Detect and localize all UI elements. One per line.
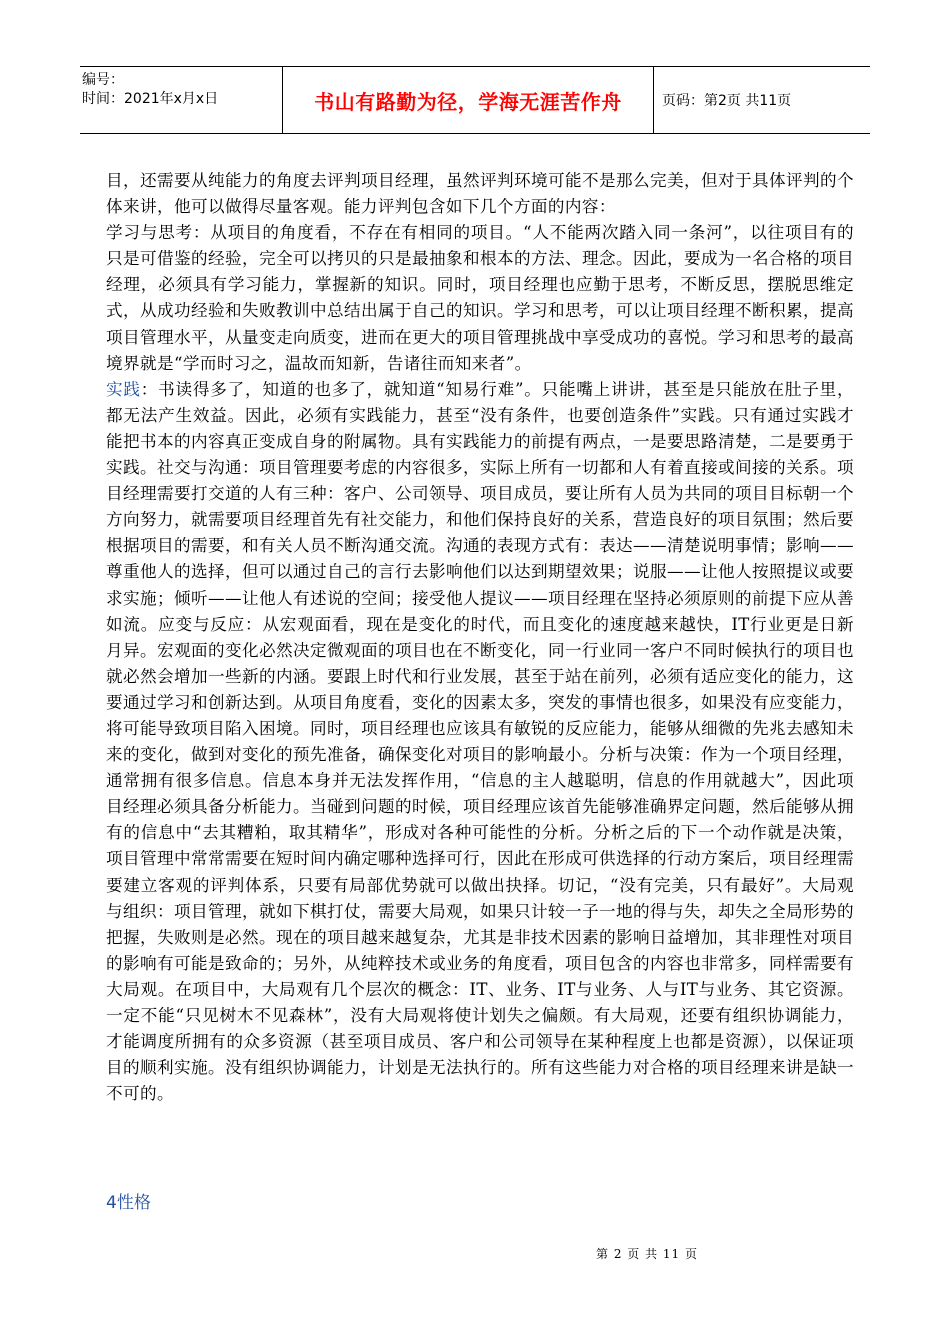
header-meta [80, 67, 283, 133]
header-motto: 书山有路勤为径，学海无涯苦作舟 [314, 89, 622, 114]
practice-label: 实践 [106, 379, 141, 399]
page-footer: 第 2 页 共 11 页 [596, 1247, 698, 1261]
page-header [80, 66, 870, 134]
paragraph-learning: 学习与思考：从项目的角度看，不存在有相同的项目。“人不能两次踏入同一条河”，以往项目有的只是可借鉴的经验，完全可以拷贝的只是最抽象和根本的方法、理念。因此，要成为一名合格的项目经理，必须具有学习能力，掌握新的知识。同时，项目经理也应勤于思考，不断反思，摆脱思维定式，从成功经验和失败教训中总结出属于自己的知识。学习和思考，可以让项目经理不断积累，提高项目管理水平，从量变走向质变，进而在更大的项目管理挑战中享受成功的喜悦。学习和思考的最高境界就是“学而时习之，温故而知新，告诸往而知来者”。 [106, 223, 854, 373]
practice-text: ：书读得多了，知道的也多了，就知道“知易行难”。只能嘴上讲讲，甚至是只能放在肚子里，都无法产生效益。因此，必须有实践能力，甚至“没有条件，也要创造条件”实践。只有通过实践才能把书本的内容真正变成自身的附属物。具有实践能力的前提有两点，一是要思路清楚，二是要勇于实践。社交与沟通：项目管理要考虑的内容很多，实际上所有一切都和人有着直接或间接的关系。项目经理需要打交道的人有三种：客户、公司领导、项目成员，要让所有人员为共同的项目目标朝一个方向努力，就需要项目经理首先有社交能力，和他们保持良好的关系，营造良好的项目氛围；然后要根据项目的需要，和有关人员不断沟通交流。沟通的表现方式有：表达——清楚说明事情；影响——尊重他人的选择，但可以通过自己的言行去影响他们以达到期望效果；说服——让他人按照提议或要求实施；倾听——让他人有述说的空间；接受他人提议——项目经理在坚持必须原则的前提下应从善如流。应变与反应：从宏观面看，现在是变化的时代，而且变化的速度越来越快，IT行业更是日新月异。宏观面的变化必然决定微观面的项目也在不断变化，同一行业同一客户不同时候执行的项目也就必然会增加一些新的内涵。要跟上时代和行业发展，甚至于站在前列，必须有适应变化的能力，这要通过学习和创新达到。从项目角度看，变化的因素太多，突发的事情也很多，如果没有应变能力，将可能导致项目陷入困境。同时，项目经理也应该具有敏锐的反应能力，能够从细微的先兆去感知未来的变化，做到对变化的预先准备，确保变化对项目的影响最小。分析与决策：作为一个项目经理，通常拥有很多信息。信息本身并无法发挥作用，“信息的主人越聪明，信息的作用就越大”，因此项目经理必须具备分析能力。当碰到问题的时候，项目经理应该首先能够准确界定问题，然后能够从拥有的信息中“去其糟粕，取其精华”，形成对各种可能性的分析。分析之后的下一个动作就是决策，项目管理中常常需要在短时间内确定哪种选择可行，因此在形成可供选择的行动方案后，项目经理需要建立客观的评判体系，只要有局部优势就可以做出抉择。切记，“没有完美，只有最好”。大局观与组织：项目管理，就如下棋打仗，需要大局观，如果只计较一子一地的得与失，却失之全局形势的把握，失败则是必然。现在的项目越来越复杂，尤其是非技术因素的影响日益增加，其非理性对项目的影响有可能是致命的；另外，从纯粹技术或业务的角度看，项目包含的内容也非常多，同样需要有大局观。在项目中，大局观有几个层次的概念：IT、业务、IT与业务、人与IT与业务、其它资源。一定不能“只见树木不见森林”，没有大局观将使计划失之偏颇。有大局观，还要有组织协调能力，才能调度所拥有的众多资源（甚至项目成员、客户和公司领导在某种程度上也都是资源），以保证项目的顺利实施。没有组织协调能力，计划是无法执行的。所有这些能力对合格的项目经理来讲是缺一不可的。 [106, 379, 854, 1104]
header-page-cell [654, 67, 870, 133]
paragraph-practice [106, 377, 854, 1108]
section-heading: 4性格 [106, 1193, 151, 1213]
paragraph-intro: 目，还需要从纯能力的角度去评判项目经理，虽然评判环境可能不是那么完美，但对于具体评判的个体来讲，他可以做得尽量客观。能力评判包含如下几个方面的内容： [106, 171, 854, 217]
document-body [106, 168, 854, 1107]
header-motto-cell [283, 67, 654, 133]
header-date: 时间：2021年x月x日 [82, 91, 219, 107]
header-page-label: 页码：第2页 共11页 [662, 93, 792, 109]
header-number: 编号： [82, 72, 124, 88]
